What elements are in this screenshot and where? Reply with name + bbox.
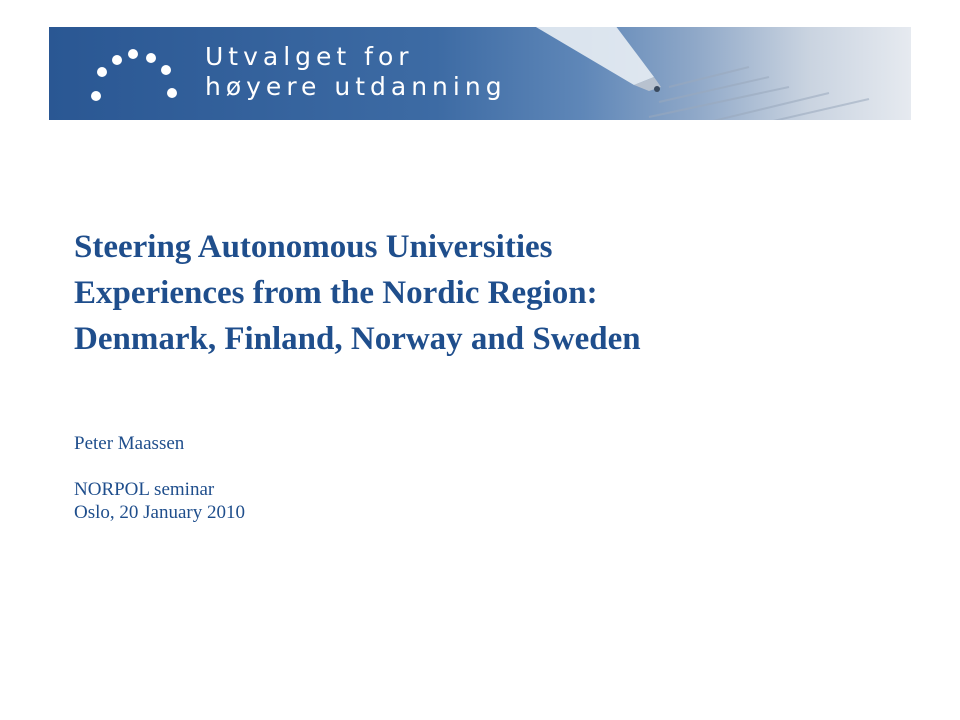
slide-title — [74, 224, 934, 362]
logo-line-2: høyere utdanning — [205, 72, 507, 101]
header-banner — [49, 27, 911, 120]
title-line-2: Experiences from the Nordic Region: — [74, 275, 598, 311]
presentation-info — [74, 432, 245, 524]
logo-line-1: Utvalget for — [205, 42, 414, 71]
title-line-1: Steering Autonomous Universities — [74, 229, 553, 265]
title-line-3: Denmark, Finland, Norway and Sweden — [74, 321, 641, 357]
event-name: NORPOL seminar — [74, 479, 215, 500]
event-place-date: Oslo, 20 January 2010 — [74, 502, 245, 523]
author-name: Peter Maassen — [74, 433, 185, 454]
logo-text — [205, 42, 507, 102]
